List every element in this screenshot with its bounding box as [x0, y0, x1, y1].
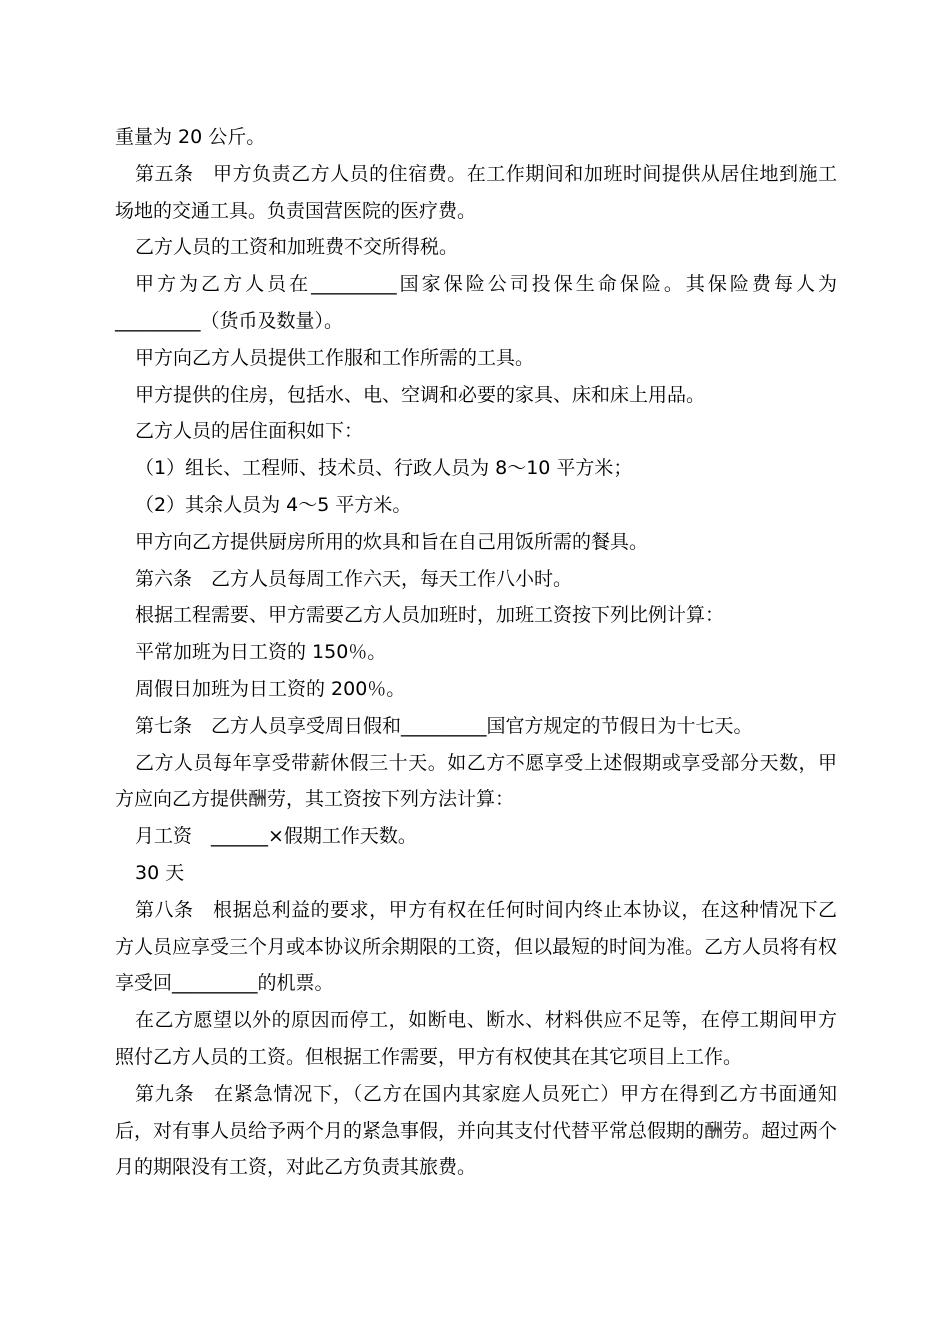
paragraph-7: 乙方人员的居住面积如下：	[135, 420, 364, 443]
paragraph-18: 30 天	[135, 861, 185, 884]
paragraph-6: 甲方提供的住房，包括水、电、空调和必要的家具、床和床上用品。	[135, 383, 706, 406]
paragraph-9: （2）其余人员为 4～5 平方米。	[135, 493, 412, 516]
paragraph-13: 平常加班为日工资的 150％。	[135, 641, 387, 664]
paragraph-2: 第五条 甲方负责乙方人员的住宿费。在工作期间和加班时间提供从居住地到施工场地的交通工具。负责国营医院的医疗费。	[115, 162, 837, 222]
paragraph-12: 根据工程需要、甲方需要乙方人员加班时，加班工资按下列比例计算：	[135, 604, 725, 627]
paragraph-20: 在乙方愿望以外的原因而停工，如断电、断水、材料供应不足等，在停工期间甲方照付乙方人员的工资。但根据工作需要，甲方有权使其在其它项目上工作。	[115, 1009, 837, 1068]
paragraph-15: 第七条 乙方人员享受周日假和_________国官方规定的节假日为十七天。	[135, 714, 753, 737]
paragraph-10: 甲方向乙方提供厨房所用的炊具和旨在自己用饭所需的餐具。	[135, 530, 649, 553]
paragraph-11: 第六条 乙方人员每周工作六天，每天工作八小时。	[135, 567, 573, 590]
paragraph-14: 周假日加班为日工资的 200％。	[135, 677, 406, 700]
paragraph-4: 甲方为乙方人员在_________国家保险公司投保生命保险。其保险费每人为_________（货币及数量）。	[115, 273, 837, 332]
paragraph-19: 第八条 根据总利益的要求，甲方有权在任何时间内终止本协议，在这种情况下乙方人员应享受三个月或本协议所余期限的工资，但以最短的时间为准。乙方人员将有权享受回_________的机票。	[115, 898, 838, 995]
document-body	[115, 119, 837, 1186]
paragraph-21: 第九条 在紧急情况下，（乙方在国内其家庭人员死亡）甲方在得到乙方书面通知后，对有事人员给予两个月的紧急事假，并向其支付代替平常总假期的酬劳。超过两个月的期限没有工资，对此乙方负责其旅费。	[115, 1082, 838, 1179]
paragraph-1: 重量为 20 公斤。	[115, 126, 266, 148]
paragraph-3: 乙方人员的工资和加班费不交所得税。	[135, 236, 459, 259]
paragraph-16: 乙方人员每年享受带薪休假三十天。如乙方不愿享受上述假期或享受部分天数，甲方应向乙方提供酬劳，其工资按下列方法计算：	[115, 751, 837, 811]
paragraph-5: 甲方向乙方人员提供工作服和工作所需的工具。	[135, 346, 535, 369]
paragraph-8: （1）组长、工程师、技术员、行政人员为 8～10 平方米；	[135, 457, 633, 480]
paragraph-17: 月工资 ______×假期工作天数。	[135, 825, 417, 848]
